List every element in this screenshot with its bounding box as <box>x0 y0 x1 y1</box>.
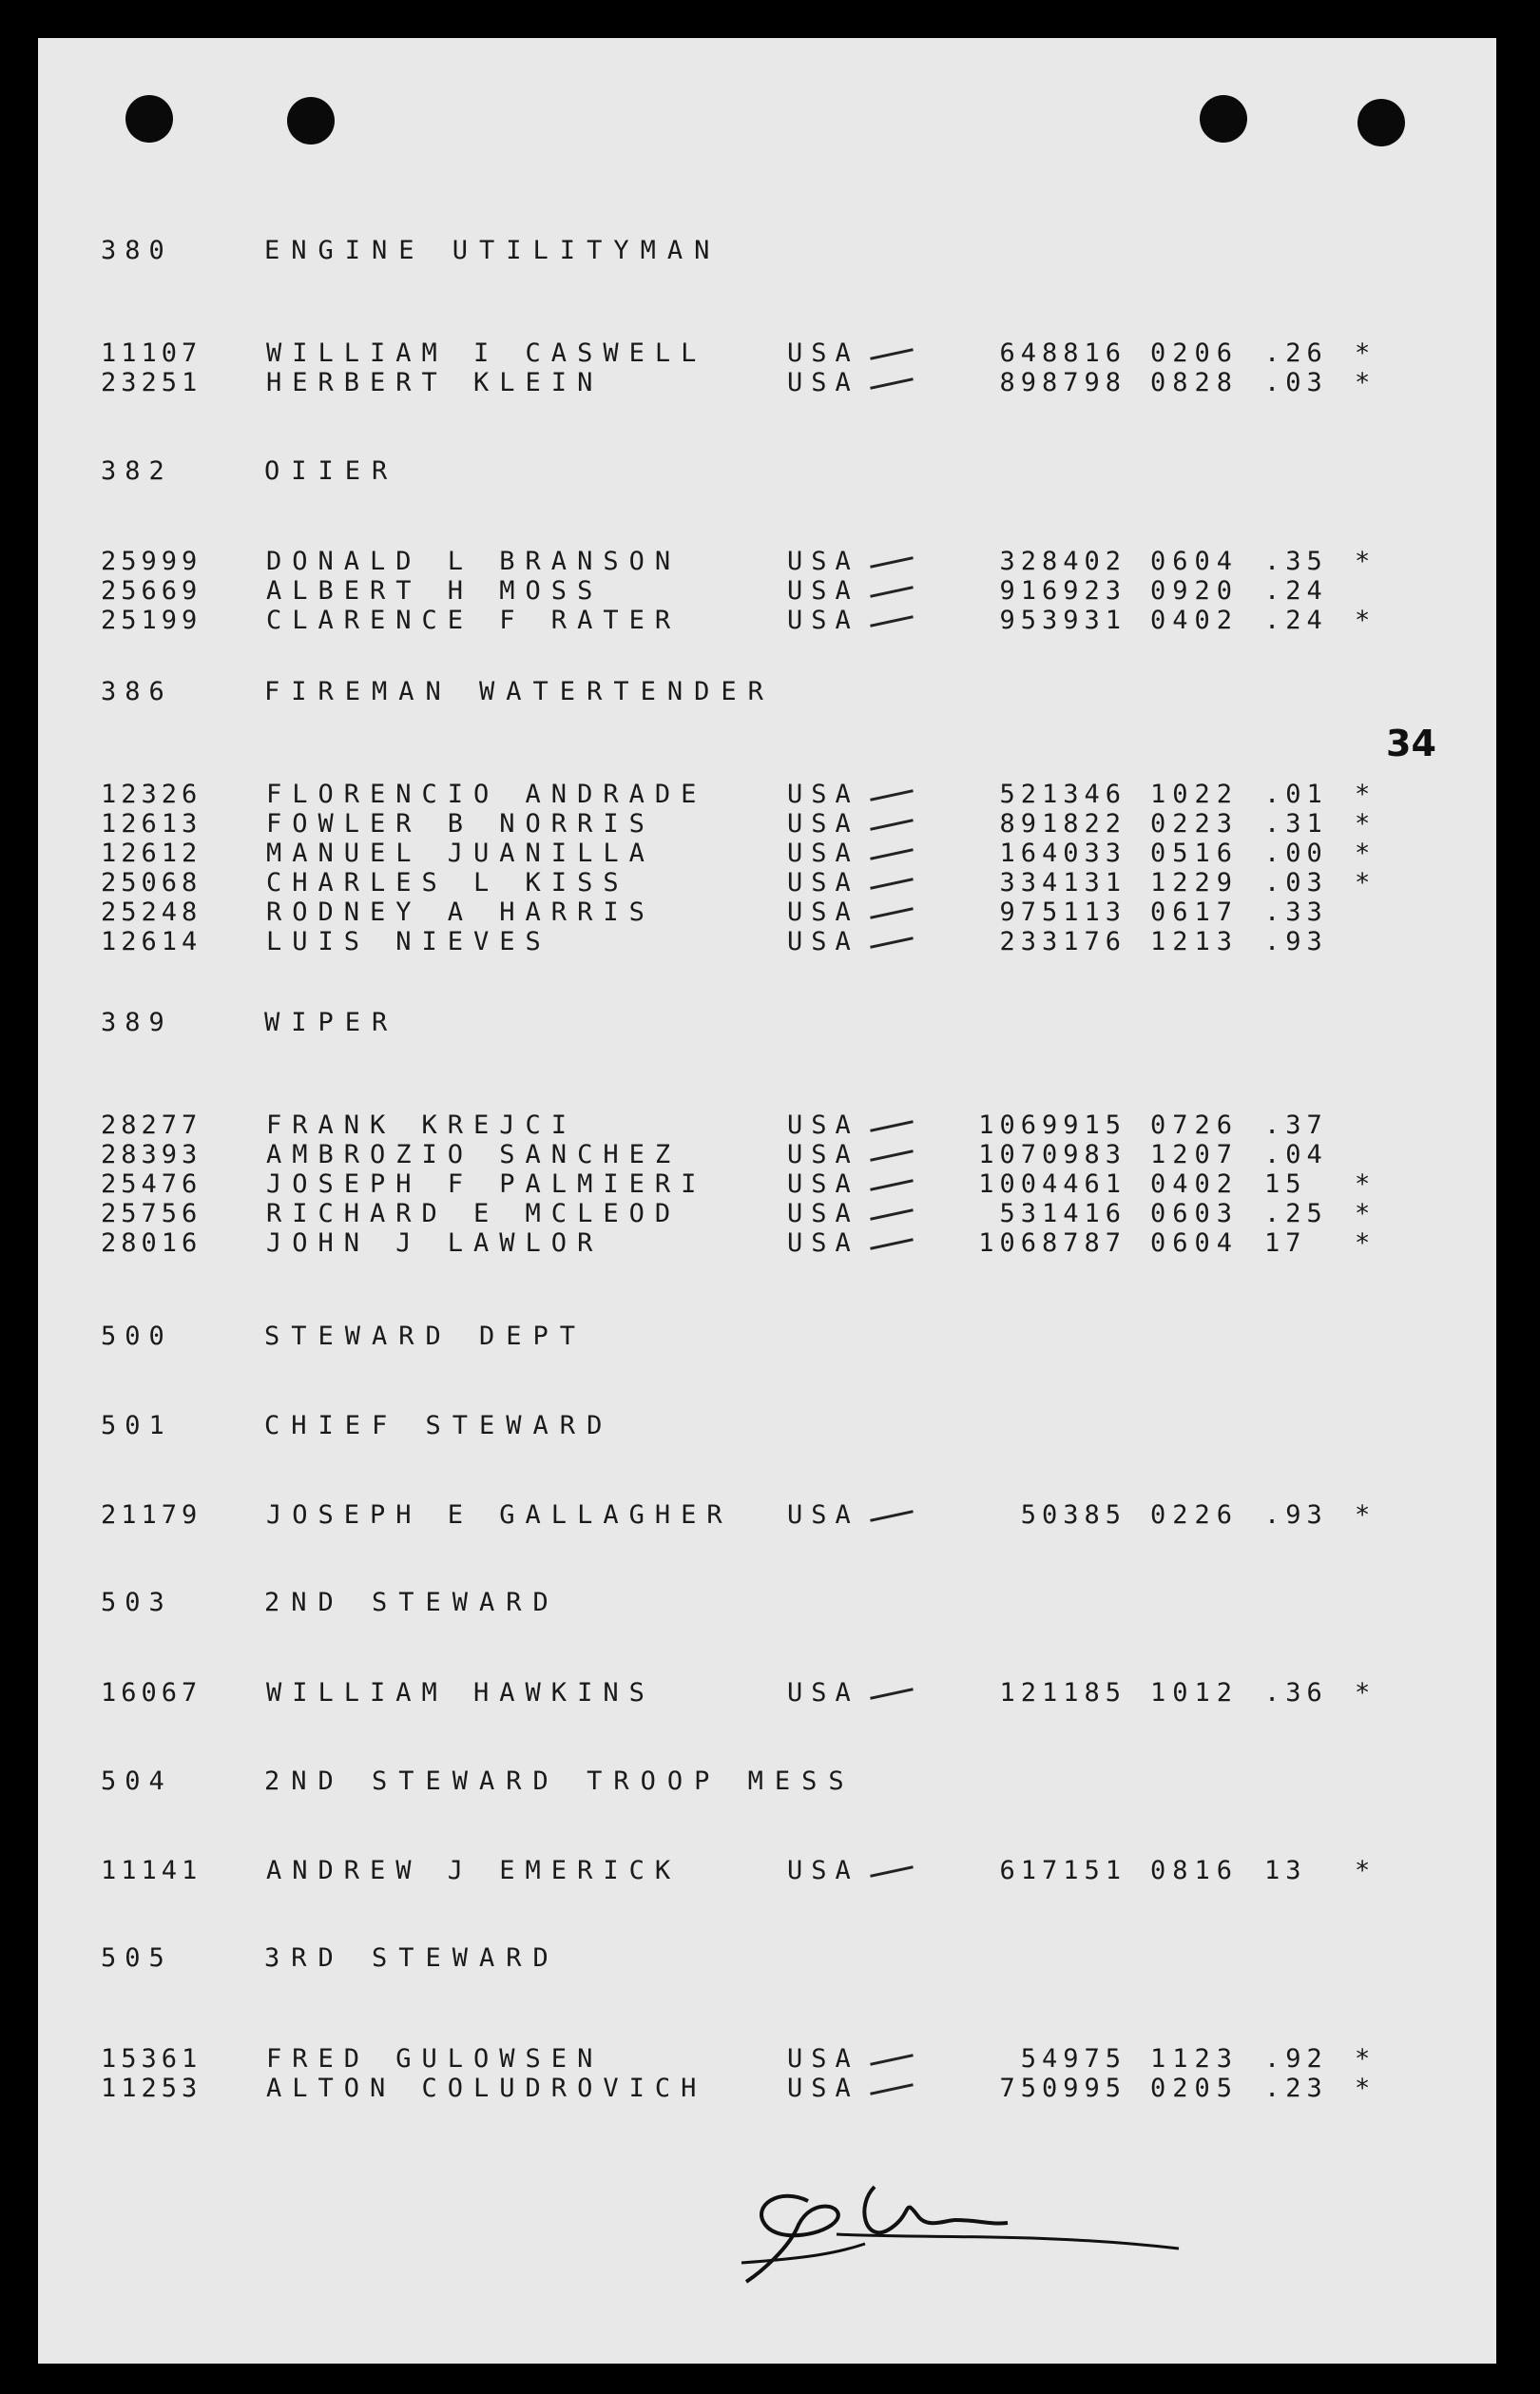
crew-mark: * <box>1355 547 1371 576</box>
crew-date: 0603 <box>1150 1199 1240 1228</box>
crew-mark: * <box>1355 2074 1371 2103</box>
crew-name: JOSEPH E GALLAGHER <box>266 1500 733 1530</box>
crew-rate: .37 <box>1264 1110 1328 1140</box>
section-title: ENGINE UTILITYMAN <box>264 236 722 265</box>
crew-number: 898798 <box>999 368 1126 397</box>
crew-citizenship: USA <box>787 1500 859 1530</box>
crew-id: 25199 <box>101 606 202 635</box>
crew-id: 25476 <box>101 1169 202 1199</box>
crew-mark: * <box>1355 1228 1371 1258</box>
crew-rate: .31 <box>1264 809 1328 839</box>
crew-rate: 13 <box>1264 1856 1307 1885</box>
crew-mark: * <box>1355 1199 1371 1228</box>
crew-date: 1213 <box>1150 927 1240 956</box>
crew-id: 15361 <box>101 2044 202 2074</box>
crew-name: WILLIAM I CASWELL <box>266 338 707 368</box>
section-code: 503 <box>101 1588 173 1617</box>
crew-name: JOHN J LAWLOR <box>266 1228 604 1258</box>
section-title: FIREMAN WATERTENDER <box>264 677 775 706</box>
crew-date: 0226 <box>1150 1500 1240 1530</box>
crew-date: 0402 <box>1150 1169 1240 1199</box>
crew-date: 0516 <box>1150 839 1240 868</box>
crew-id: 25999 <box>101 547 202 576</box>
crew-name: ANDREW J EMERICK <box>266 1856 682 1885</box>
crew-mark: * <box>1355 1678 1371 1708</box>
crew-id: 12614 <box>101 927 202 956</box>
crew-number: 121185 <box>999 1678 1126 1708</box>
crew-id: 25756 <box>101 1199 202 1228</box>
crew-name: RODNEY A HARRIS <box>266 898 655 927</box>
section-title: STEWARD DEPT <box>264 1322 587 1351</box>
crew-citizenship: USA <box>787 898 859 927</box>
crew-number: 50385 <box>1020 1500 1126 1530</box>
crew-id: 11141 <box>101 1856 202 1885</box>
section-code: 505 <box>101 1943 173 1973</box>
crew-name: ALTON COLUDROVICH <box>266 2074 707 2103</box>
crew-date: 1229 <box>1150 868 1240 898</box>
section-code: 501 <box>101 1411 173 1440</box>
crew-rate: .93 <box>1264 927 1328 956</box>
crew-rate: .01 <box>1264 780 1328 809</box>
crew-number: 1069915 <box>978 1110 1126 1140</box>
crew-rate: .93 <box>1264 1500 1328 1530</box>
crew-id: 12326 <box>101 780 202 809</box>
crew-citizenship: USA <box>787 2074 859 2103</box>
crew-citizenship: USA <box>787 1678 859 1708</box>
crew-number: 233176 <box>999 927 1126 956</box>
crew-citizenship: USA <box>787 2044 859 2074</box>
crew-mark: * <box>1355 368 1371 397</box>
crew-rate: .92 <box>1264 2044 1328 2074</box>
crew-number: 334131 <box>999 868 1126 898</box>
crew-date: 0726 <box>1150 1110 1240 1140</box>
crew-number: 521346 <box>999 780 1126 809</box>
crew-date: 1207 <box>1150 1140 1240 1169</box>
section-code: 382 <box>101 456 173 486</box>
crew-name: FOWLER B NORRIS <box>266 809 655 839</box>
crew-id: 25068 <box>101 868 202 898</box>
crew-number: 1004461 <box>978 1169 1126 1199</box>
crew-mark: * <box>1355 839 1371 868</box>
crew-number: 1070983 <box>978 1140 1126 1169</box>
crew-name: DONALD L BRANSON <box>266 547 682 576</box>
crew-date: 0617 <box>1150 898 1240 927</box>
crew-date: 0206 <box>1150 338 1240 368</box>
crew-name: WILLIAM HAWKINS <box>266 1678 655 1708</box>
crew-rate: .33 <box>1264 898 1328 927</box>
section-title: 3RD STEWARD <box>264 1943 560 1973</box>
crew-name: FRED GULOWSEN <box>266 2044 604 2074</box>
crew-id: 11107 <box>101 338 202 368</box>
crew-rate: 15 <box>1264 1169 1307 1199</box>
crew-mark: * <box>1355 606 1371 635</box>
crew-citizenship: USA <box>787 338 859 368</box>
crew-rate: 17 <box>1264 1228 1307 1258</box>
punch-hole <box>287 97 335 145</box>
crew-name: ALBERT H MOSS <box>266 576 604 606</box>
crew-id: 12612 <box>101 839 202 868</box>
crew-number: 891822 <box>999 809 1126 839</box>
crew-number: 531416 <box>999 1199 1126 1228</box>
crew-citizenship: USA <box>787 576 859 606</box>
crew-mark: * <box>1355 780 1371 809</box>
crew-date: 0402 <box>1150 606 1240 635</box>
crew-rate: .35 <box>1264 547 1328 576</box>
crew-id: 28277 <box>101 1110 202 1140</box>
crew-rate: .24 <box>1264 576 1328 606</box>
crew-citizenship: USA <box>787 839 859 868</box>
crew-rate: .25 <box>1264 1199 1328 1228</box>
crew-name: HERBERT KLEIN <box>266 368 604 397</box>
crew-id: 16067 <box>101 1678 202 1708</box>
crew-number: 750995 <box>999 2074 1126 2103</box>
crew-date: 0223 <box>1150 809 1240 839</box>
crew-number: 54975 <box>1020 2044 1126 2074</box>
crew-name: FRANK KREJCI <box>266 1110 578 1140</box>
crew-mark: * <box>1355 1500 1371 1530</box>
crew-name: FLORENCIO ANDRADE <box>266 780 707 809</box>
crew-number: 328402 <box>999 547 1126 576</box>
section-title: 2ND STEWARD <box>264 1588 560 1617</box>
crew-citizenship: USA <box>787 547 859 576</box>
crew-rate: .04 <box>1264 1140 1328 1169</box>
punch-hole <box>125 95 173 143</box>
crew-id: 23251 <box>101 368 202 397</box>
crew-mark: * <box>1355 338 1371 368</box>
section-title: 2ND STEWARD TROOP MESS <box>264 1767 856 1796</box>
crew-citizenship: USA <box>787 1228 859 1258</box>
crew-id: 25248 <box>101 898 202 927</box>
section-code: 386 <box>101 677 173 706</box>
crew-number: 953931 <box>999 606 1126 635</box>
crew-name: RICHARD E MCLEOD <box>266 1199 682 1228</box>
crew-id: 28393 <box>101 1140 202 1169</box>
crew-rate: .03 <box>1264 868 1328 898</box>
handwritten-signature <box>722 2168 1217 2291</box>
crew-date: 0828 <box>1150 368 1240 397</box>
crew-citizenship: USA <box>787 809 859 839</box>
crew-number: 164033 <box>999 839 1126 868</box>
crew-citizenship: USA <box>787 1199 859 1228</box>
crew-date: 0604 <box>1150 547 1240 576</box>
crew-name: CHARLES L KISS <box>266 868 629 898</box>
crew-mark: * <box>1355 868 1371 898</box>
section-code: 500 <box>101 1322 173 1351</box>
crew-date: 1022 <box>1150 780 1240 809</box>
crew-citizenship: USA <box>787 1110 859 1140</box>
crew-name: AMBROZIO SANCHEZ <box>266 1140 682 1169</box>
punch-hole <box>1200 95 1247 143</box>
crew-id: 25669 <box>101 576 202 606</box>
crew-number: 975113 <box>999 898 1126 927</box>
crew-citizenship: USA <box>787 868 859 898</box>
crew-mark: * <box>1355 2044 1371 2074</box>
crew-rate: .24 <box>1264 606 1328 635</box>
crew-rate: .23 <box>1264 2074 1328 2103</box>
crew-citizenship: USA <box>787 1140 859 1169</box>
crew-id: 11253 <box>101 2074 202 2103</box>
handwritten-page-number: 34 <box>1386 723 1436 764</box>
crew-date: 0604 <box>1150 1228 1240 1258</box>
crew-mark: * <box>1355 809 1371 839</box>
crew-rate: .36 <box>1264 1678 1328 1708</box>
crew-mark: * <box>1355 1169 1371 1199</box>
crew-number: 617151 <box>999 1856 1126 1885</box>
crew-citizenship: USA <box>787 1169 859 1199</box>
crew-id: 28016 <box>101 1228 202 1258</box>
punch-hole <box>1357 99 1405 146</box>
crew-rate: .00 <box>1264 839 1328 868</box>
crew-rate: .26 <box>1264 338 1328 368</box>
crew-citizenship: USA <box>787 1856 859 1885</box>
crew-name: CLARENCE F RATER <box>266 606 682 635</box>
crew-name: JOSEPH F PALMIERI <box>266 1169 707 1199</box>
crew-citizenship: USA <box>787 368 859 397</box>
document-page <box>38 38 1496 2364</box>
crew-id: 12613 <box>101 809 202 839</box>
section-title: WIPER <box>264 1008 399 1037</box>
section-code: 504 <box>101 1767 173 1796</box>
crew-mark: * <box>1355 1856 1371 1885</box>
crew-rate: .03 <box>1264 368 1328 397</box>
crew-citizenship: USA <box>787 780 859 809</box>
crew-number: 648816 <box>999 338 1126 368</box>
crew-date: 0205 <box>1150 2074 1240 2103</box>
crew-name: MANUEL JUANILLA <box>266 839 655 868</box>
crew-number: 1068787 <box>978 1228 1126 1258</box>
crew-date: 1012 <box>1150 1678 1240 1708</box>
section-code: 389 <box>101 1008 173 1037</box>
crew-citizenship: USA <box>787 927 859 956</box>
crew-name: LUIS NIEVES <box>266 927 551 956</box>
section-title: CHIEF STEWARD <box>264 1411 614 1440</box>
crew-date: 0816 <box>1150 1856 1240 1885</box>
section-code: 380 <box>101 236 173 265</box>
crew-id: 21179 <box>101 1500 202 1530</box>
crew-number: 916923 <box>999 576 1126 606</box>
crew-citizenship: USA <box>787 606 859 635</box>
crew-date: 1123 <box>1150 2044 1240 2074</box>
section-title: OIIER <box>264 456 399 486</box>
crew-date: 0920 <box>1150 576 1240 606</box>
